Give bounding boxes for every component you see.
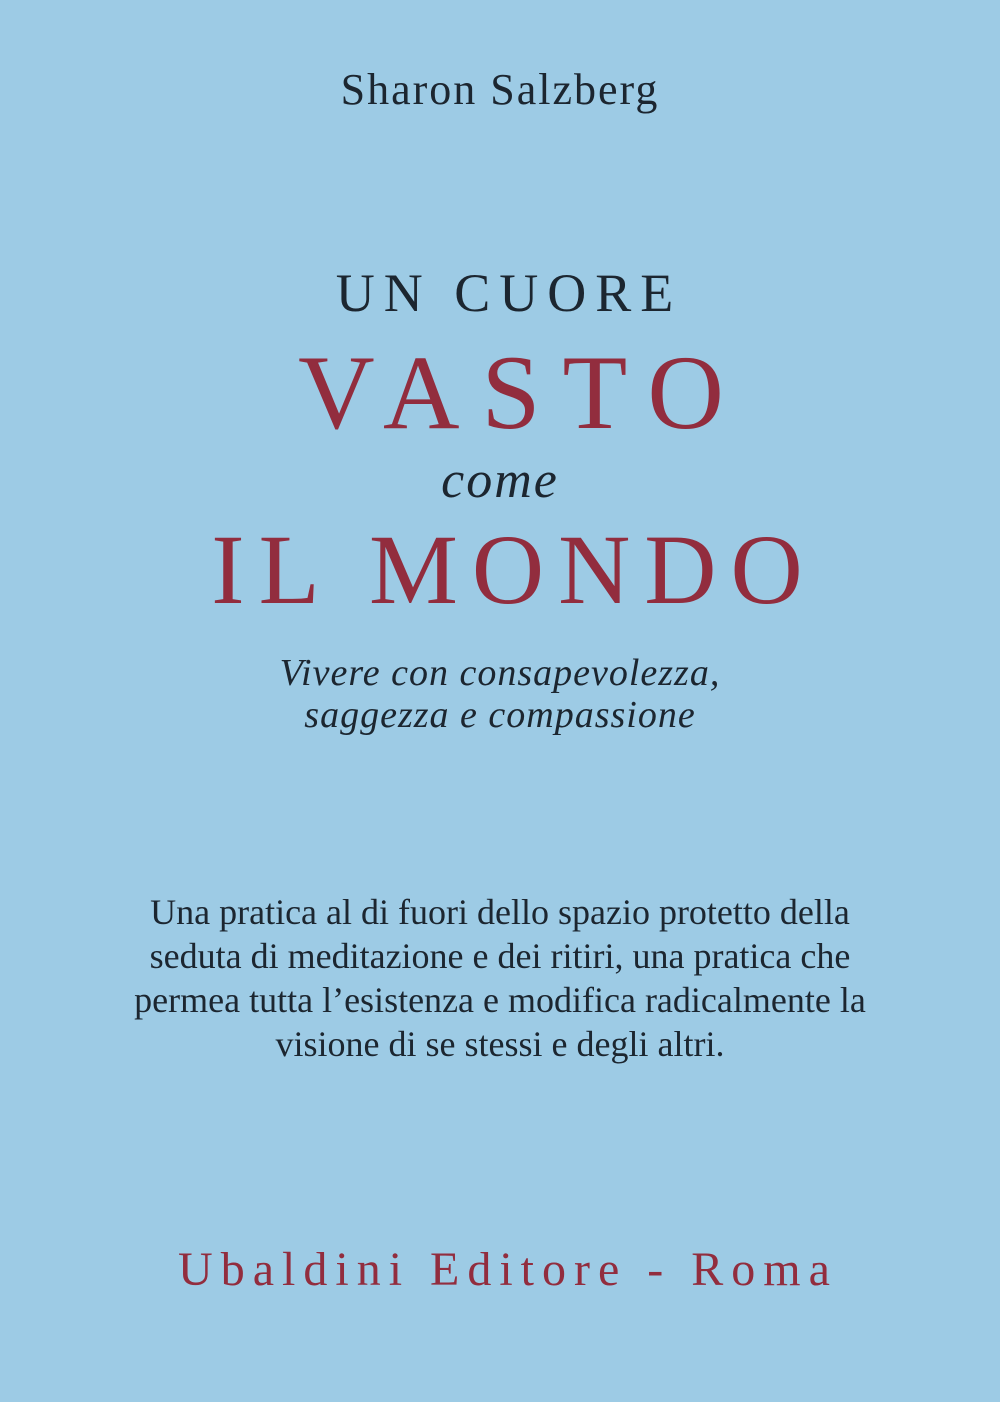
subtitle xyxy=(0,652,1000,736)
back-blurb xyxy=(0,890,1000,1066)
subtitle-line-2: saggezza e compassione xyxy=(304,694,696,736)
blurb-line-3: permea tutta l’esistenza e modifica radicalmente la xyxy=(134,980,866,1020)
blurb-line-4: visione di se stessi e degli altri. xyxy=(275,1024,725,1064)
author-name: Sharon Salzberg xyxy=(340,65,660,114)
publisher-imprint: Ubaldini Editore - Roma xyxy=(178,1243,838,1296)
title-line-un-cuore: UN CUORE xyxy=(335,263,683,323)
title-line-vasto: VASTO xyxy=(298,334,746,451)
title-connector-come: come xyxy=(441,452,559,509)
blurb-line-2: seduta di meditazione e dei ritiri, una pratica che xyxy=(149,936,851,976)
blurb-line-1: Una pratica al di fuori dello spazio protetto della xyxy=(150,892,850,932)
subtitle-line-1: Vivere con consapevolezza, xyxy=(279,652,721,694)
title-line-il-mondo: IL MONDO xyxy=(211,514,817,625)
